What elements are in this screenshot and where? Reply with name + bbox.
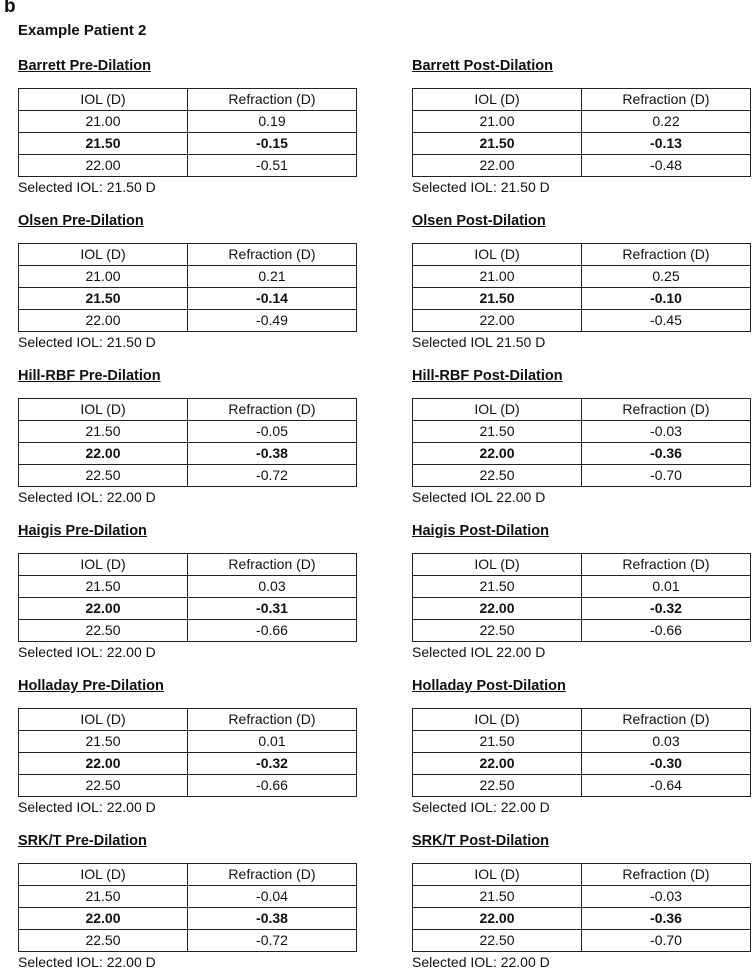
header-refraction: Refraction (D) [582, 244, 751, 266]
refraction-cell: -0.30 [582, 753, 751, 775]
header-iol: IOL (D) [413, 554, 582, 576]
refraction-cell: -0.38 [188, 908, 357, 930]
table-header-row [19, 399, 357, 421]
table-row [413, 908, 751, 930]
iol-refraction-table [18, 553, 357, 642]
block-title: SRK/T Pre-Dilation [18, 833, 147, 849]
iol-cell: 21.00 [413, 111, 582, 133]
refraction-cell: -0.38 [188, 443, 357, 465]
table-header-row [413, 244, 751, 266]
table-row [413, 288, 751, 310]
table-row [413, 731, 751, 753]
iol-table-block [18, 676, 358, 817]
table-row [19, 155, 357, 177]
table-row [413, 421, 751, 443]
iol-refraction-table [412, 863, 751, 952]
iol-cell: 22.00 [19, 908, 188, 930]
header-iol: IOL (D) [19, 89, 188, 111]
iol-cell: 22.50 [413, 465, 582, 487]
table-row [413, 266, 751, 288]
iol-cell: 22.50 [413, 620, 582, 642]
table-header-row [19, 864, 357, 886]
header-refraction: Refraction (D) [188, 399, 357, 421]
table-header-row [19, 709, 357, 731]
header-refraction: Refraction (D) [188, 89, 357, 111]
table-row [19, 310, 357, 332]
selected-iol-note: Selected IOL 22.00 D [412, 644, 546, 660]
header-refraction: Refraction (D) [582, 709, 751, 731]
refraction-cell: 0.03 [582, 731, 751, 753]
refraction-cell: -0.15 [188, 133, 357, 155]
table-row [19, 443, 357, 465]
refraction-cell: -0.03 [582, 886, 751, 908]
block-title: Haigis Pre-Dilation [18, 523, 147, 539]
table-row [413, 310, 751, 332]
refraction-cell: -0.70 [582, 930, 751, 952]
iol-cell: 21.50 [413, 886, 582, 908]
iol-cell: 21.50 [413, 421, 582, 443]
table-header-row [413, 709, 751, 731]
table-header-row [413, 89, 751, 111]
refraction-cell: -0.13 [582, 133, 751, 155]
selected-iol-note: Selected IOL 21.50 D [412, 334, 546, 350]
iol-cell: 21.00 [19, 111, 188, 133]
table-row [413, 443, 751, 465]
block-title: Holladay Pre-Dilation [18, 678, 164, 694]
table-header-row [19, 244, 357, 266]
header-iol: IOL (D) [413, 244, 582, 266]
table-row [413, 576, 751, 598]
refraction-cell: -0.64 [582, 775, 751, 797]
header-iol: IOL (D) [413, 399, 582, 421]
header-refraction: Refraction (D) [188, 709, 357, 731]
header-refraction: Refraction (D) [188, 864, 357, 886]
iol-refraction-table [412, 243, 751, 332]
refraction-cell: 0.01 [582, 576, 751, 598]
block-title: Holladay Post-Dilation [412, 678, 566, 694]
header-iol: IOL (D) [413, 89, 582, 111]
header-refraction: Refraction (D) [582, 554, 751, 576]
iol-cell: 22.00 [413, 753, 582, 775]
header-iol: IOL (D) [413, 709, 582, 731]
table-header-row [413, 399, 751, 421]
table-row [19, 266, 357, 288]
selected-iol-note: Selected IOL: 21.50 D [18, 179, 156, 195]
iol-cell: 21.50 [413, 133, 582, 155]
iol-cell: 22.00 [413, 155, 582, 177]
table-row [19, 421, 357, 443]
block-title: Hill-RBF Post-Dilation [412, 368, 563, 384]
header-iol: IOL (D) [19, 709, 188, 731]
table-row [19, 288, 357, 310]
iol-cell: 22.50 [19, 775, 188, 797]
table-header-row [413, 554, 751, 576]
table-row [19, 886, 357, 908]
table-row [19, 775, 357, 797]
iol-cell: 22.00 [413, 598, 582, 620]
block-title: Olsen Pre-Dilation [18, 213, 144, 229]
iol-table-block [412, 211, 752, 352]
table-row [19, 111, 357, 133]
iol-table-block [18, 831, 358, 972]
iol-cell: 22.00 [413, 908, 582, 930]
header-refraction: Refraction (D) [582, 89, 751, 111]
block-title: Hill-RBF Pre-Dilation [18, 368, 161, 384]
refraction-cell: -0.05 [188, 421, 357, 443]
iol-refraction-table [412, 553, 751, 642]
table-row [413, 598, 751, 620]
refraction-cell: -0.32 [188, 753, 357, 775]
table-row [413, 133, 751, 155]
header-iol: IOL (D) [19, 864, 188, 886]
table-row [413, 753, 751, 775]
iol-refraction-table [18, 863, 357, 952]
refraction-cell: -0.36 [582, 443, 751, 465]
table-row [19, 908, 357, 930]
iol-cell: 22.50 [19, 465, 188, 487]
iol-cell: 22.00 [413, 443, 582, 465]
block-title: Barrett Post-Dilation [412, 58, 553, 74]
iol-cell: 22.50 [19, 930, 188, 952]
header-refraction: Refraction (D) [582, 864, 751, 886]
block-title: Barrett Pre-Dilation [18, 58, 151, 74]
iol-refraction-table [412, 398, 751, 487]
iol-table-block [412, 676, 752, 817]
table-row [413, 775, 751, 797]
iol-cell: 22.50 [19, 620, 188, 642]
refraction-cell: -0.51 [188, 155, 357, 177]
iol-cell: 22.00 [19, 598, 188, 620]
table-row [19, 731, 357, 753]
refraction-cell: -0.66 [582, 620, 751, 642]
refraction-cell: -0.48 [582, 155, 751, 177]
refraction-cell: -0.49 [188, 310, 357, 332]
iol-table-block [412, 831, 752, 972]
iol-refraction-table [18, 398, 357, 487]
refraction-cell: -0.45 [582, 310, 751, 332]
iol-table-block [18, 211, 358, 352]
iol-cell: 22.00 [19, 443, 188, 465]
page-title: Example Patient 2 [18, 22, 147, 39]
iol-cell: 22.00 [413, 310, 582, 332]
iol-cell: 21.00 [19, 266, 188, 288]
iol-cell: 22.00 [19, 155, 188, 177]
iol-table-block [18, 521, 358, 662]
panel-letter: b [4, 0, 16, 17]
table-header-row [19, 554, 357, 576]
block-title: Olsen Post-Dilation [412, 213, 546, 229]
selected-iol-note: Selected IOL: 22.00 D [18, 954, 156, 970]
iol-cell: 21.50 [413, 731, 582, 753]
refraction-cell: -0.70 [582, 465, 751, 487]
header-iol: IOL (D) [19, 244, 188, 266]
block-title: SRK/T Post-Dilation [412, 833, 549, 849]
table-header-row [19, 89, 357, 111]
table-row [413, 886, 751, 908]
refraction-cell: -0.66 [188, 620, 357, 642]
iol-cell: 22.00 [19, 310, 188, 332]
iol-table-block [18, 56, 358, 197]
table-row [413, 620, 751, 642]
table-row [19, 620, 357, 642]
iol-refraction-table [18, 88, 357, 177]
refraction-cell: 0.22 [582, 111, 751, 133]
iol-table-block [412, 366, 752, 507]
iol-cell: 21.50 [413, 576, 582, 598]
refraction-cell: -0.04 [188, 886, 357, 908]
refraction-cell: -0.10 [582, 288, 751, 310]
refraction-cell: -0.03 [582, 421, 751, 443]
table-row [19, 133, 357, 155]
selected-iol-note: Selected IOL: 22.00 D [18, 489, 156, 505]
iol-cell: 22.50 [413, 930, 582, 952]
header-refraction: Refraction (D) [582, 399, 751, 421]
block-title: Haigis Post-Dilation [412, 523, 549, 539]
refraction-cell: -0.31 [188, 598, 357, 620]
table-row [19, 930, 357, 952]
table-row [19, 598, 357, 620]
refraction-cell: 0.01 [188, 731, 357, 753]
table-row [19, 576, 357, 598]
iol-table-block [412, 56, 752, 197]
table-row [413, 111, 751, 133]
table-row [413, 465, 751, 487]
refraction-cell: -0.32 [582, 598, 751, 620]
iol-refraction-table [412, 708, 751, 797]
refraction-cell: -0.66 [188, 775, 357, 797]
table-header-row [413, 864, 751, 886]
refraction-cell: -0.72 [188, 930, 357, 952]
iol-cell: 21.50 [19, 731, 188, 753]
selected-iol-note: Selected IOL: 22.00 D [18, 644, 156, 660]
iol-refraction-table [18, 243, 357, 332]
iol-cell: 21.50 [19, 133, 188, 155]
refraction-cell: 0.19 [188, 111, 357, 133]
iol-cell: 21.50 [413, 288, 582, 310]
table-row [19, 465, 357, 487]
iol-cell: 21.50 [19, 288, 188, 310]
header-refraction: Refraction (D) [188, 554, 357, 576]
iol-table-block [412, 521, 752, 662]
header-iol: IOL (D) [413, 864, 582, 886]
table-row [19, 753, 357, 775]
selected-iol-note: Selected IOL: 22.00 D [18, 799, 156, 815]
iol-refraction-table [18, 708, 357, 797]
refraction-cell: -0.72 [188, 465, 357, 487]
refraction-cell: 0.03 [188, 576, 357, 598]
iol-cell: 21.50 [19, 421, 188, 443]
header-iol: IOL (D) [19, 554, 188, 576]
iol-cell: 21.50 [19, 576, 188, 598]
selected-iol-note: Selected IOL: 22.00 D [412, 954, 550, 970]
refraction-cell: 0.21 [188, 266, 357, 288]
table-row [413, 930, 751, 952]
iol-cell: 21.50 [19, 886, 188, 908]
selected-iol-note: Selected IOL: 22.00 D [412, 799, 550, 815]
refraction-cell: -0.14 [188, 288, 357, 310]
header-refraction: Refraction (D) [188, 244, 357, 266]
selected-iol-note: Selected IOL: 21.50 D [18, 334, 156, 350]
refraction-cell: -0.36 [582, 908, 751, 930]
header-iol: IOL (D) [19, 399, 188, 421]
iol-refraction-table [412, 88, 751, 177]
table-row [413, 155, 751, 177]
iol-table-block [18, 366, 358, 507]
iol-cell: 22.50 [413, 775, 582, 797]
selected-iol-note: Selected IOL 22.00 D [412, 489, 546, 505]
iol-cell: 22.00 [19, 753, 188, 775]
iol-cell: 21.00 [413, 266, 582, 288]
selected-iol-note: Selected IOL: 21.50 D [412, 179, 550, 195]
refraction-cell: 0.25 [582, 266, 751, 288]
